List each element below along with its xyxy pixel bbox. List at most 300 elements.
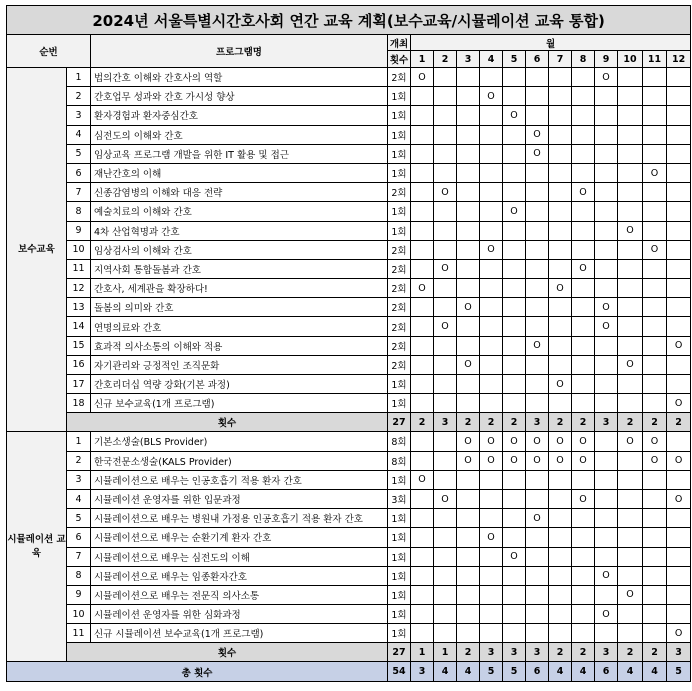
month-cell: [549, 585, 572, 604]
month-cell: [572, 528, 595, 547]
header-month: 월: [411, 35, 691, 51]
month-cell: [595, 125, 618, 144]
grand-total-label: 총 횟수: [7, 662, 388, 682]
program-name: 간호사, 세계관을 확장하다!: [91, 279, 388, 298]
month-cell: [434, 336, 457, 355]
month-cell: [526, 87, 549, 106]
schedule-mark: O: [526, 451, 549, 470]
program-number: 11: [67, 259, 91, 278]
month-cell: [411, 528, 434, 547]
month-cell: [457, 375, 480, 394]
program-number: 9: [67, 221, 91, 240]
month-cell: [526, 394, 549, 413]
table-row: [7, 509, 691, 528]
schedule-mark: O: [503, 547, 526, 566]
program-name: 자기관리와 긍정적인 조직문화: [91, 355, 388, 374]
summary-month-count: 2: [643, 643, 667, 662]
summary-month-count: 2: [457, 413, 480, 432]
summary-month-count: 3: [595, 643, 618, 662]
month-cell: [667, 259, 691, 278]
month-cell: [667, 547, 691, 566]
month-cell: [480, 298, 503, 317]
month-cell: [667, 470, 691, 489]
month-cell: [643, 375, 667, 394]
program-count: 1회: [388, 528, 411, 547]
summary-total: 27: [388, 413, 411, 432]
month-cell: [595, 240, 618, 259]
grand-total-month-count: 6: [595, 662, 618, 682]
month-cell: [457, 566, 480, 585]
month-cell: [411, 394, 434, 413]
program-number: 8: [67, 566, 91, 585]
month-cell: [595, 509, 618, 528]
month-cell: [643, 489, 667, 508]
program-name: 4차 산업혁명과 간호: [91, 221, 388, 240]
month-cell: [480, 279, 503, 298]
category-label: 시뮬레이션 교육: [7, 432, 67, 662]
month-cell: [457, 528, 480, 547]
table-row: [7, 566, 691, 585]
grand-total-month-count: 4: [434, 662, 457, 682]
month-cell: [667, 605, 691, 624]
month-cell: [457, 317, 480, 336]
month-cell: [503, 605, 526, 624]
program-count: 1회: [388, 624, 411, 643]
month-cell: [434, 240, 457, 259]
month-cell: [595, 279, 618, 298]
program-count: 1회: [388, 163, 411, 182]
program-count: 1회: [388, 375, 411, 394]
schedule-mark: O: [618, 355, 643, 374]
summary-month-count: 2: [572, 643, 595, 662]
month-cell: [643, 279, 667, 298]
month-cell: [434, 470, 457, 489]
program-count: 1회: [388, 566, 411, 585]
month-cell: [595, 585, 618, 604]
month-cell: [503, 240, 526, 259]
month-cell: [503, 375, 526, 394]
month-cell: [595, 221, 618, 240]
program-number: 5: [67, 144, 91, 163]
month-cell: [595, 432, 618, 451]
month-cell: [667, 432, 691, 451]
table-row: [7, 624, 691, 643]
month-cell: [434, 355, 457, 374]
month-cell: [480, 317, 503, 336]
month-cell: [480, 68, 503, 87]
program-count: 2회: [388, 68, 411, 87]
month-cell: [595, 489, 618, 508]
header-count-line1: 개최: [388, 35, 411, 51]
summary-month-count: 1: [434, 643, 457, 662]
summary-month-count: 1: [411, 643, 434, 662]
schedule-mark: O: [434, 259, 457, 278]
grand-total-row: [7, 662, 691, 682]
month-cell: [457, 605, 480, 624]
schedule-mark: O: [549, 451, 572, 470]
table-row: [7, 298, 691, 317]
month-cell: [526, 624, 549, 643]
grand-total-month-count: 3: [411, 662, 434, 682]
month-cell: [595, 394, 618, 413]
program-count: 1회: [388, 221, 411, 240]
month-cell: [618, 240, 643, 259]
month-cell: [667, 87, 691, 106]
program-count: 1회: [388, 605, 411, 624]
summary-month-count: 2: [643, 413, 667, 432]
grand-total-month-count: 4: [643, 662, 667, 682]
schedule-mark: O: [526, 144, 549, 163]
schedule-mark: O: [526, 432, 549, 451]
month-cell: [434, 585, 457, 604]
month-cell: [572, 298, 595, 317]
program-number: 10: [67, 605, 91, 624]
program-count: 2회: [388, 279, 411, 298]
table-row: [7, 183, 691, 202]
summary-month-count: 2: [411, 413, 434, 432]
month-cell: [595, 163, 618, 182]
month-cell: [480, 585, 503, 604]
month-cell: [549, 202, 572, 221]
schedule-mark: O: [618, 585, 643, 604]
month-cell: [643, 106, 667, 125]
month-cell: [572, 106, 595, 125]
schedule-mark: O: [434, 183, 457, 202]
month-cell: [549, 489, 572, 508]
header-count-line2: 횟수: [388, 51, 411, 68]
month-cell: [411, 489, 434, 508]
table-row: [7, 336, 691, 355]
schedule-mark: O: [526, 125, 549, 144]
program-number: 13: [67, 298, 91, 317]
schedule-mark: O: [411, 470, 434, 489]
header-month-7: 7: [549, 51, 572, 68]
month-cell: [411, 259, 434, 278]
month-cell: [457, 87, 480, 106]
table-row: [7, 470, 691, 489]
month-cell: [526, 259, 549, 278]
table-row: [7, 87, 691, 106]
month-cell: [618, 528, 643, 547]
month-cell: [457, 68, 480, 87]
month-cell: [549, 183, 572, 202]
program-count: 2회: [388, 336, 411, 355]
schedule-mark: O: [434, 317, 457, 336]
month-cell: [457, 259, 480, 278]
program-name: 재난간호의 이해: [91, 163, 388, 182]
program-count: 1회: [388, 394, 411, 413]
month-cell: [643, 87, 667, 106]
month-cell: [618, 624, 643, 643]
program-number: 3: [67, 470, 91, 489]
header-month-2: 2: [434, 51, 457, 68]
program-name: 예술치료의 이해와 간호: [91, 202, 388, 221]
month-cell: [595, 355, 618, 374]
schedule-mark: O: [526, 336, 549, 355]
table-row: [7, 125, 691, 144]
month-cell: [434, 279, 457, 298]
program-name: 시뮬레이션 운영자를 위한 입문과정: [91, 489, 388, 508]
month-cell: [526, 240, 549, 259]
program-number: 18: [67, 394, 91, 413]
month-cell: [572, 317, 595, 336]
grand-total-month-count: 4: [549, 662, 572, 682]
month-cell: [434, 509, 457, 528]
month-cell: [549, 336, 572, 355]
program-name: 임상교육 프로그램 개발을 위한 IT 활용 및 접근: [91, 144, 388, 163]
month-cell: [503, 624, 526, 643]
month-cell: [480, 489, 503, 508]
program-name: 한국전문소생술(KALS Provider): [91, 451, 388, 470]
month-cell: [643, 528, 667, 547]
grand-total-month-count: 5: [503, 662, 526, 682]
schedule-mark: O: [480, 451, 503, 470]
month-cell: [526, 68, 549, 87]
month-cell: [526, 317, 549, 336]
header-month-12: 12: [667, 51, 691, 68]
summary-month-count: 3: [667, 643, 691, 662]
summary-row: [7, 413, 691, 432]
program-number: 15: [67, 336, 91, 355]
month-cell: [618, 394, 643, 413]
month-cell: [572, 68, 595, 87]
month-cell: [434, 144, 457, 163]
month-cell: [480, 355, 503, 374]
grand-total-month-count: 6: [526, 662, 549, 682]
month-cell: [503, 470, 526, 489]
summary-month-count: 2: [457, 643, 480, 662]
header-month-11: 11: [643, 51, 667, 68]
month-cell: [549, 240, 572, 259]
month-cell: [411, 106, 434, 125]
program-count: 2회: [388, 259, 411, 278]
month-cell: [434, 624, 457, 643]
table-row: [7, 279, 691, 298]
month-cell: [480, 624, 503, 643]
month-cell: [572, 470, 595, 489]
schedule-mark: O: [595, 298, 618, 317]
summary-month-count: 3: [434, 413, 457, 432]
summary-month-count: 3: [526, 413, 549, 432]
schedule-mark: O: [667, 489, 691, 508]
month-cell: [526, 528, 549, 547]
month-cell: [411, 355, 434, 374]
table-row: [7, 605, 691, 624]
schedule-mark: O: [480, 528, 503, 547]
summary-row: [7, 643, 691, 662]
month-cell: [411, 144, 434, 163]
month-cell: [643, 605, 667, 624]
summary-month-count: 2: [549, 413, 572, 432]
month-cell: [457, 240, 480, 259]
month-cell: [480, 566, 503, 585]
month-cell: [667, 202, 691, 221]
program-number: 2: [67, 87, 91, 106]
month-cell: [526, 183, 549, 202]
month-cell: [667, 279, 691, 298]
month-cell: [526, 470, 549, 489]
month-cell: [618, 183, 643, 202]
month-cell: [618, 298, 643, 317]
summary-month-count: 3: [480, 643, 503, 662]
month-cell: [572, 279, 595, 298]
program-name: 간호업무 성과와 간호 가시성 향상: [91, 87, 388, 106]
month-cell: [572, 202, 595, 221]
program-number: 2: [67, 451, 91, 470]
program-count: 3회: [388, 489, 411, 508]
schedule-mark: O: [457, 298, 480, 317]
summary-month-count: 3: [503, 643, 526, 662]
grand-total-month-count: 4: [572, 662, 595, 682]
month-cell: [411, 547, 434, 566]
program-count: 1회: [388, 470, 411, 489]
month-cell: [457, 489, 480, 508]
schedule-mark: O: [457, 355, 480, 374]
schedule-mark: O: [503, 432, 526, 451]
month-cell: [643, 125, 667, 144]
month-cell: [549, 298, 572, 317]
month-cell: [411, 432, 434, 451]
program-number: 1: [67, 68, 91, 87]
month-cell: [549, 163, 572, 182]
month-cell: [503, 317, 526, 336]
table-row: [7, 528, 691, 547]
grand-total-month-count: 4: [618, 662, 643, 682]
month-cell: [595, 336, 618, 355]
month-cell: [434, 298, 457, 317]
schedule-mark: O: [434, 489, 457, 508]
month-cell: [643, 547, 667, 566]
month-cell: [643, 259, 667, 278]
month-cell: [572, 394, 595, 413]
grand-total-month-count: 4: [457, 662, 480, 682]
month-cell: [480, 509, 503, 528]
header-month-10: 10: [618, 51, 643, 68]
schedule-mark: O: [480, 432, 503, 451]
program-number: 9: [67, 585, 91, 604]
month-cell: [549, 355, 572, 374]
month-cell: [411, 585, 434, 604]
table-row: [7, 221, 691, 240]
program-count: 1회: [388, 144, 411, 163]
program-name: 시뮬레이션으로 배우는 전문직 의사소통: [91, 585, 388, 604]
month-cell: [667, 566, 691, 585]
schedule-mark: O: [457, 432, 480, 451]
month-cell: [503, 68, 526, 87]
month-cell: [526, 106, 549, 125]
program-count: 2회: [388, 183, 411, 202]
header-program: 프로그램명: [91, 35, 388, 68]
month-cell: [480, 144, 503, 163]
program-count: 1회: [388, 125, 411, 144]
summary-total: 27: [388, 643, 411, 662]
month-cell: [411, 183, 434, 202]
table-row: [7, 394, 691, 413]
program-name: 연명의료와 간호: [91, 317, 388, 336]
month-cell: [434, 163, 457, 182]
summary-month-count: 2: [618, 413, 643, 432]
month-cell: [434, 528, 457, 547]
month-cell: [667, 355, 691, 374]
month-cell: [526, 585, 549, 604]
month-cell: [503, 279, 526, 298]
program-name: 시뮬레이션으로 배우는 순환기계 환자 간호: [91, 528, 388, 547]
month-cell: [643, 144, 667, 163]
schedule-mark: O: [480, 240, 503, 259]
month-cell: [618, 547, 643, 566]
month-cell: [480, 106, 503, 125]
month-cell: [595, 144, 618, 163]
month-cell: [480, 183, 503, 202]
schedule-mark: O: [667, 451, 691, 470]
month-cell: [572, 605, 595, 624]
month-cell: [618, 279, 643, 298]
month-cell: [411, 163, 434, 182]
month-cell: [643, 509, 667, 528]
month-cell: [618, 451, 643, 470]
month-cell: [618, 259, 643, 278]
month-cell: [457, 336, 480, 355]
month-cell: [503, 509, 526, 528]
program-number: 7: [67, 183, 91, 202]
program-name: 돌봄의 의미와 간호: [91, 298, 388, 317]
month-cell: [618, 106, 643, 125]
month-cell: [667, 125, 691, 144]
month-cell: [526, 489, 549, 508]
month-cell: [480, 163, 503, 182]
month-cell: [643, 624, 667, 643]
month-cell: [480, 259, 503, 278]
month-cell: [667, 585, 691, 604]
month-cell: [457, 144, 480, 163]
month-cell: [411, 240, 434, 259]
month-cell: [549, 547, 572, 566]
month-cell: [572, 144, 595, 163]
schedule-mark: O: [457, 451, 480, 470]
month-cell: [434, 68, 457, 87]
month-cell: [457, 547, 480, 566]
month-cell: [480, 605, 503, 624]
month-cell: [434, 451, 457, 470]
program-number: 3: [67, 106, 91, 125]
program-name: 시뮬레이션으로 배우는 임종환자간호: [91, 566, 388, 585]
month-cell: [526, 566, 549, 585]
month-cell: [434, 221, 457, 240]
month-cell: [549, 528, 572, 547]
header-month-8: 8: [572, 51, 595, 68]
month-cell: [503, 394, 526, 413]
month-cell: [457, 106, 480, 125]
month-cell: [572, 375, 595, 394]
schedule-mark: O: [503, 202, 526, 221]
schedule-mark: O: [480, 87, 503, 106]
header-month-3: 3: [457, 51, 480, 68]
month-cell: [503, 144, 526, 163]
month-cell: [667, 221, 691, 240]
month-cell: [595, 202, 618, 221]
month-cell: [549, 566, 572, 585]
program-name: 신종감염병의 이해와 대응 전략: [91, 183, 388, 202]
month-cell: [667, 240, 691, 259]
month-cell: [618, 317, 643, 336]
month-cell: [457, 221, 480, 240]
month-cell: [572, 336, 595, 355]
schedule-mark: O: [411, 279, 434, 298]
program-name: 신규 시뮬레이션 보수교육(1개 프로그램): [91, 624, 388, 643]
schedule-mark: O: [595, 566, 618, 585]
month-cell: [667, 106, 691, 125]
month-cell: [549, 509, 572, 528]
